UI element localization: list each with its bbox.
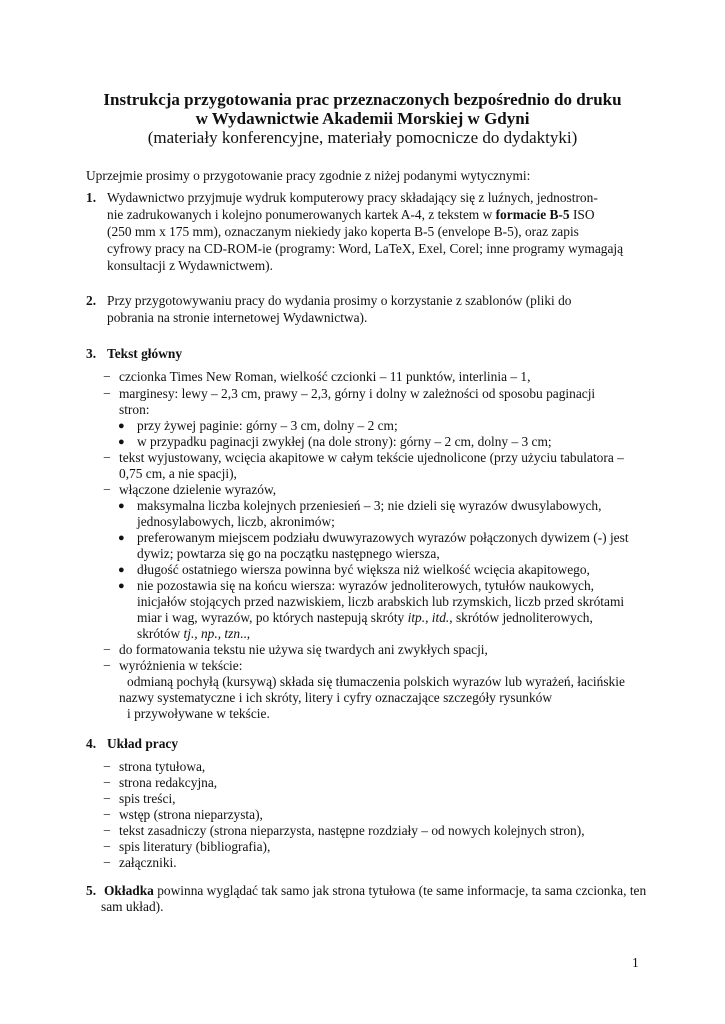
dot-bullet: ● — [118, 500, 125, 512]
section-3-heading: Tekst główny — [107, 346, 183, 361]
list-item: czcionka Times New Roman, wielkość czcionki – 11 punktów, interlinia – 1, — [119, 369, 531, 384]
doc-title-line2: w Wydawnictwie Akademii Morskiej w Gdyni — [195, 109, 530, 128]
intro-text: Uprzejmie prosimy o przygotowanie pracy zgodnie z niżej podanymi wytycznymi: — [86, 168, 531, 183]
dot-bullet: ● — [118, 420, 125, 432]
section-4-number: 4. — [86, 736, 97, 751]
section-1-line: nie zadrukowanych i kolejno ponumerowanych kartek A-4, z tekstem w formacie B-5 ISO — [107, 207, 595, 222]
sub-list-item-continuation: inicjałów stojących przed nazwiskiem, liczb arabskich lub rzymskich, liczb przed skrótami — [137, 594, 625, 609]
sub-list-item: nie pozostawia się na końcu wiersza: wyrazów jednoliterowych, tytułów naukowych, — [137, 578, 595, 593]
list-item-continuation: i przywoływane w tekście. — [127, 706, 270, 721]
list-item: wstęp (strona nieparzysta), — [119, 807, 263, 822]
section-5-line: Okładka powinna wyglądać tak samo jak strona tytułowa (te same informacje, ta sama czcionka, ten — [104, 883, 647, 898]
list-item: spis literatury (bibliografia), — [119, 839, 271, 854]
dash-bullet: − — [103, 807, 111, 822]
list-item: strona redakcyjna, — [119, 775, 218, 790]
list-item: do formatowania tekstu nie używa się twardych ani zwykłych spacji, — [119, 642, 488, 657]
section-1-number: 1. — [86, 190, 97, 205]
list-item-continuation: 0,75 cm, a nie spacji), — [119, 466, 237, 481]
list-item: włączone dzielenie wyrazów, — [119, 482, 277, 497]
sub-list-item: maksymalna liczba kolejnych przeniesień – 3; nie dzieli się wyrazów dwusylabowych, — [137, 498, 602, 513]
list-item: tekst wyjustowany, wcięcia akapitowe w całym tekście ujednolicone (przy użyciu tabulatora – — [119, 450, 624, 465]
sub-list-item: preferowanym miejscem podziału dwuwyrazowych wyrazów połączonych dywizem (-) jest — [137, 530, 629, 545]
dash-bullet: − — [103, 658, 111, 673]
list-item: tekst zasadniczy (strona nieparzysta, następne rozdziały – od nowych kolejnych stron), — [119, 823, 585, 838]
section-3-number: 3. — [86, 346, 97, 361]
dash-bullet: − — [103, 759, 111, 774]
list-item: strona tytułowa, — [119, 759, 206, 774]
section-1-line: cyfrowy pracy na CD-ROM-ie (programy: Word, LaTeX, Exel, Corel; inne programy wymagają — [107, 241, 624, 256]
dash-bullet: − — [103, 791, 111, 806]
sub-list-item-continuation: dywiz; powtarza się go na początku następnego wiersza, — [137, 546, 440, 561]
dash-bullet: − — [103, 839, 111, 854]
dash-bullet: − — [103, 386, 111, 401]
format-b5-emphasis: formacie B-5 — [495, 207, 570, 222]
dash-bullet: − — [103, 823, 111, 838]
dash-bullet: − — [103, 775, 111, 790]
list-item: wyróżnienia w tekście: — [119, 658, 243, 673]
section-4-heading: Układ pracy — [107, 736, 179, 751]
section-5-number: 5. — [86, 883, 97, 898]
list-item-continuation: odmianą pochyłą (kursywą) składa się tłumaczenia polskich wyrazów lub wyrażeń, łacińskie — [127, 674, 625, 689]
dot-bullet: ● — [118, 564, 125, 576]
section-1-line: konsultacji z Wydawnictwem). — [107, 258, 273, 273]
section-2-line: pobrania na stronie internetowej Wydawnictwa). — [107, 310, 368, 325]
dash-bullet: − — [103, 482, 111, 497]
doc-title-line1: Instrukcja przygotowania prac przeznaczonych bezpośrednio do druku — [103, 90, 622, 109]
doc-subtitle: (materiały konferencyjne, materiały pomocnicze do dydaktyki) — [147, 128, 578, 147]
list-item-continuation: nazwy systematyczne i ich skróty, litery i cyfry oznaczające szczegóły rysunków — [119, 690, 553, 705]
section-5-line: sam układ). — [101, 899, 164, 914]
section-1-line: Wydawnictwo przyjmuje wydruk komputerowy pracy składający się z luźnych, jednostron- — [107, 190, 598, 205]
dash-bullet: − — [103, 450, 111, 465]
section-2-number: 2. — [86, 293, 97, 308]
dash-bullet: − — [103, 369, 111, 384]
section-2-line: Przy przygotowywaniu pracy do wydania prosimy o korzystanie z szablonów (pliki do — [107, 293, 572, 308]
list-item: spis treści, — [119, 791, 176, 806]
sub-list-item-continuation: miar i wag, wyrazów, po których nastepują skróty itp., itd., skrótów jednoliterowych, — [137, 610, 593, 625]
sub-list-item-continuation: skrótów tj., np., tzn.., — [137, 626, 251, 641]
section-1-line: (250 mm x 175 mm), oznaczanym niekiedy jako koperta B-5 (envelope B-5), oraz zapis — [107, 224, 579, 239]
dot-bullet: ● — [118, 436, 125, 448]
dash-bullet: − — [103, 642, 111, 657]
page-number: 1 — [632, 955, 639, 970]
sub-list-item-continuation: jednosylabowych, liczb, akronimów; — [137, 514, 335, 529]
list-item: załączniki. — [119, 855, 177, 870]
list-item: marginesy: lewy – 2,3 cm, prawy – 2,3, górny i dolny w zależności od sposobu paginacji — [119, 386, 596, 401]
dot-bullet: ● — [118, 580, 125, 592]
list-item-continuation: stron: — [119, 402, 150, 417]
sub-list-item: w przypadku paginacji zwykłej (na dole strony): górny – 2 cm, dolny – 3 cm; — [137, 434, 552, 449]
sub-list-item: przy żywej paginie: górny – 3 cm, dolny – 2 cm; — [137, 418, 398, 433]
section-5-heading: Okładka — [104, 883, 154, 898]
sub-list-item: długość ostatniego wiersza powinna być większa niż wielkość wcięcia akapitowego, — [137, 562, 590, 577]
dash-bullet: − — [103, 855, 111, 870]
dot-bullet: ● — [118, 532, 125, 544]
